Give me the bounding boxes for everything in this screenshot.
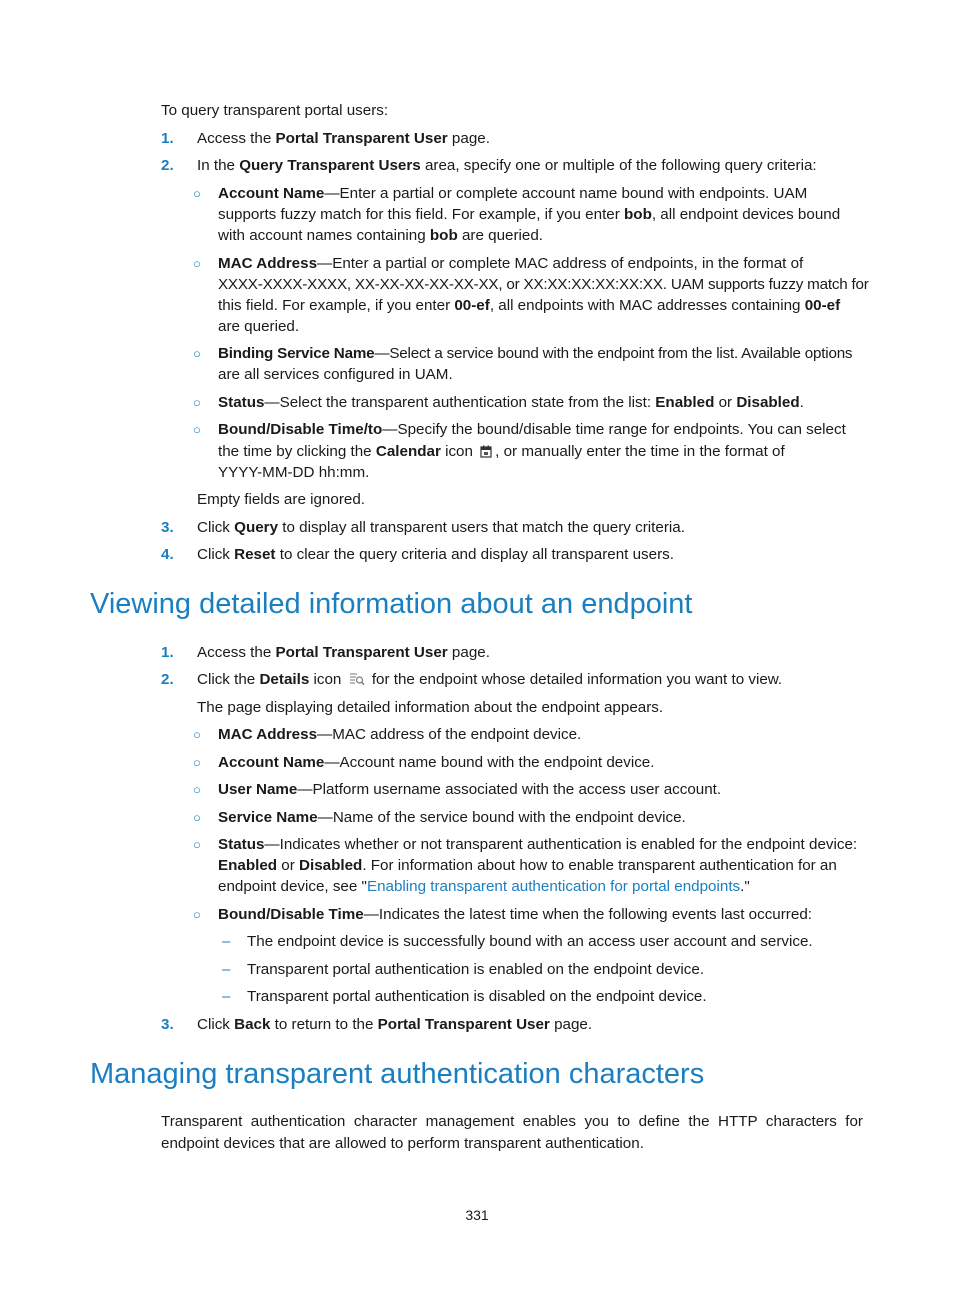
step-number: 3.: [161, 1016, 174, 1033]
circle-bullet-icon: ○: [193, 346, 201, 361]
details-step-3: Click Back to return to the Portal Transparent User page.: [197, 1016, 593, 1033]
criteria-status: Status—Select the transparent authentication state from the list: Enabled or Disabled.: [218, 394, 804, 411]
event-item: The endpoint device is successfully bound with an access user account and service.: [247, 933, 813, 950]
circle-bullet-icon: ○: [193, 837, 201, 852]
event-item: Transparent portal authentication is disabled on the endpoint device.: [247, 988, 707, 1005]
dash-bullet-icon: –: [222, 961, 231, 978]
circle-bullet-icon: ○: [193, 186, 201, 201]
page-number: 331: [465, 1207, 489, 1223]
field-status: Status—Indicates whether or not transparent authentication is enabled for the endpoint device:: [218, 836, 858, 853]
circle-bullet-icon: ○: [193, 422, 201, 437]
circle-bullet-icon: ○: [193, 755, 201, 770]
circle-bullet-icon: ○: [193, 727, 201, 742]
query-step-4: Click Reset to clear the query criteria and display all transparent users.: [197, 546, 674, 563]
calendar-icon: [480, 443, 492, 464]
query-step-2: In the Query Transparent Users area, specify one or multiple of the following query criteria:: [197, 157, 817, 174]
criteria-account-name-line3: with account names containing bob are queried.: [218, 227, 544, 244]
details-step-2: Click the Details icon for the endpoint whose detailed information you want to view.: [197, 669, 782, 692]
circle-bullet-icon: ○: [193, 907, 201, 922]
criteria-binding-service: Binding Service Name—Select a service bound with the endpoint from the list. Available options: [218, 345, 853, 362]
step-number: 1.: [161, 130, 174, 147]
circle-bullet-icon: ○: [193, 395, 201, 410]
section-heading-managing-characters: Managing transparent authentication characters: [90, 1058, 705, 1090]
step-number: 4.: [161, 546, 174, 563]
query-step-3: Click Query to display all transparent users that match the query criteria.: [197, 519, 685, 536]
field-bound-disable-time: Bound/Disable Time—Indicates the latest time when the following events last occurred:: [218, 906, 812, 923]
field-status-line3: endpoint device, see "Enabling transparent authentication for portal endpoints.": [218, 878, 750, 895]
step-number: 2.: [161, 671, 174, 688]
dash-bullet-icon: –: [222, 988, 231, 1005]
step-number: 2.: [161, 157, 174, 174]
query-step-1: Access the Portal Transparent User page.: [197, 130, 490, 147]
criteria-mac-address-line4: are queried.: [218, 318, 300, 335]
criteria-mac-address: MAC Address—Enter a partial or complete MAC address of endpoints, in the format of: [218, 255, 804, 272]
circle-bullet-icon: ○: [193, 810, 201, 825]
criteria-account-name-line2: supports fuzzy match for this field. For example, if you enter bob, all endpoint devices bound: [218, 206, 841, 223]
field-mac-address: MAC Address—MAC address of the endpoint device.: [218, 726, 582, 743]
dash-bullet-icon: –: [222, 933, 231, 950]
criteria-account-name: Account Name—Enter a partial or complete account name bound with endpoints. UAM: [218, 185, 808, 202]
enabling-transparent-auth-link[interactable]: Enabling transparent authentication for portal endpoints: [366, 878, 741, 895]
step-number: 1.: [161, 644, 174, 661]
field-service-name: Service Name—Name of the service bound with the endpoint device.: [218, 809, 686, 826]
intro-text: To query transparent portal users:: [161, 102, 389, 119]
details-step-1: Access the Portal Transparent User page.: [197, 644, 490, 661]
empty-fields-note: Empty fields are ignored.: [197, 491, 365, 508]
details-step-2-note: The page displaying detailed information about the endpoint appears.: [197, 699, 664, 716]
criteria-binding-service-line2: are all services configured in UAM.: [218, 366, 453, 383]
field-status-line2: Enabled or Disabled. For information about how to enable transparent authentication for an: [218, 857, 837, 874]
section-heading-viewing-details: Viewing detailed information about an endpoint: [90, 588, 693, 620]
criteria-bound-time: Bound/Disable Time/to—Specify the bound/disable time range for endpoints. You can select: [218, 421, 846, 438]
field-account-name: Account Name—Account name bound with the endpoint device.: [218, 754, 655, 771]
event-item: Transparent portal authentication is enabled on the endpoint device.: [247, 961, 705, 978]
field-user-name: User Name—Platform username associated with the access user account.: [218, 781, 722, 798]
criteria-bound-time-line2: the time by clicking the Calendar icon , or manually enter the time in the format of: [218, 441, 785, 464]
criteria-mac-address-line2: XXXX-XXXX-XXXX, XX-XX-XX-XX-XX-XX, or XX:XX:XX:XX:XX:XX. UAM supports fuzzy match for: [218, 276, 869, 293]
details-icon: [349, 671, 365, 692]
section2-body: Transparent authentication character management enables you to define the HTTP characters for endpoint devices that are allowed to perform transparent authentication.: [161, 1113, 863, 1152]
criteria-mac-address-line3: this field. For example, if you enter 00-ef, all endpoints with MAC addresses containing 00-ef: [218, 297, 841, 314]
criteria-bound-time-line3: YYYY-MM-DD hh:mm.: [218, 464, 370, 481]
circle-bullet-icon: ○: [193, 256, 201, 271]
step-number: 3.: [161, 519, 174, 536]
circle-bullet-icon: ○: [193, 782, 201, 797]
